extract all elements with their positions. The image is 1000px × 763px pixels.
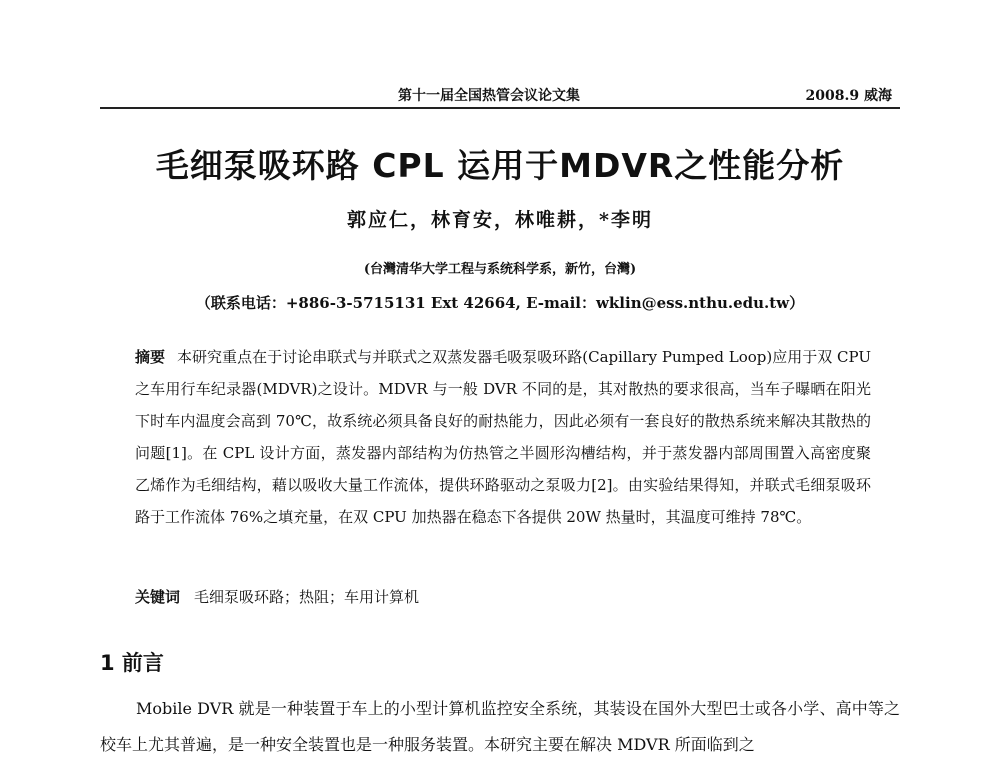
running-header-date: 2008.9 威海	[805, 88, 892, 104]
header-rule	[100, 107, 900, 109]
keywords	[135, 586, 419, 607]
abstract	[135, 341, 871, 533]
affiliation: (台灣清华大学工程与系统科学系，新竹，台灣)	[363, 262, 637, 277]
paper-title: 毛细泵吸环路 CPL 运用于MDVR之性能分析	[155, 146, 845, 185]
abstract-text: 本研究重点在于讨论串联式与并联式之双蒸发器毛吸泵吸环路(Capillary Pumped Loop)应用于双 CPU 之车用行车纪录器(MDVR)之设计。MDVR 与一般 DVR 不同的是，其对散热的要求很高，当车子曝晒在阳光下时车内温度会高到 70℃，故系统必须具备良好的耐热能力，因此必须有一套良好的散热系统来解决其散热的问题[1]。在 CPL 设计方面，蒸发器内部结构为仿热管之半圆形沟槽结构，并于蒸发器内部周围置入高密度聚乙烯作为毛细结构，藉以吸收大量工作流体，提供环路驱动之泵吸力[2]。由实验结果得知，并联式毛细泵吸环路于工作流体 76%之填充量，在双 CPU 加热器在稳态下各提供 20W 热量时，其温度可维持 78℃。	[135, 348, 871, 526]
keywords-label: 关键词	[135, 588, 181, 606]
section-body-text: Mobile DVR 就是一种装置于车上的小型计算机监控安全系统，其装设在国外大型巴士或各小学、高中等之校车上尤其普遍，是一种安全装置也是一种服务装置。本研究主要在解决 MDVR 所面临到之	[100, 699, 900, 754]
keywords-text: 毛细泵吸环路；热阻；车用计算机	[194, 588, 420, 606]
section-heading: 1 前言	[100, 651, 164, 675]
abstract-label: 摘要	[135, 348, 166, 366]
contact-info: （联系电话：+886-3-5715131 Ext 42664, E-mail：wklin@ess.nthu.edu.tw）	[195, 294, 805, 312]
running-header-title: 第十一届全国热管会议论文集	[398, 88, 580, 104]
authors: 郭应仁，林育安，林唯耕，*李明	[347, 209, 653, 231]
